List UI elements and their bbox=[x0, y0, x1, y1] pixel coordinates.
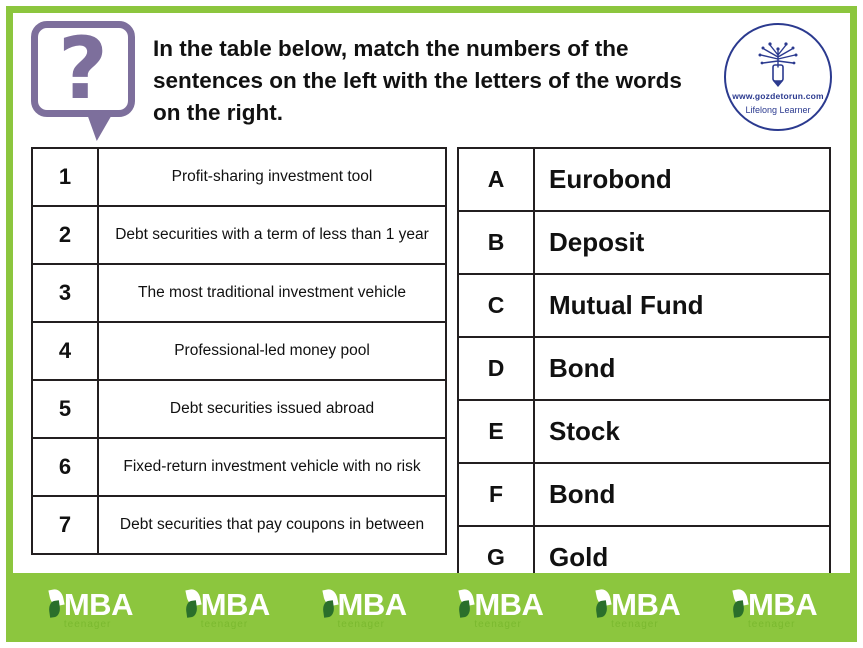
word-letter: E bbox=[458, 400, 534, 463]
word-text: Gold bbox=[534, 526, 830, 589]
table-row bbox=[458, 463, 830, 526]
question-mark-glyph: ? bbox=[58, 19, 108, 119]
header bbox=[13, 13, 850, 141]
word-text: Deposit bbox=[534, 211, 830, 274]
instruction-text: In the table below, match the numbers of the sentences on the left with the letters of the words on the right. bbox=[153, 36, 682, 125]
leaf-icon bbox=[183, 587, 199, 621]
brand-name: MBA bbox=[200, 586, 270, 622]
footer-brand-strip bbox=[13, 573, 850, 635]
leaf-icon bbox=[730, 587, 746, 621]
word-letter: C bbox=[458, 274, 534, 337]
brand-logo bbox=[46, 580, 133, 628]
sentence-text: Fixed-return investment vehicle with no risk bbox=[98, 438, 446, 496]
leaf-icon bbox=[593, 587, 609, 621]
sentence-number: 4 bbox=[32, 322, 98, 380]
fountain-pen-icon bbox=[726, 37, 830, 89]
table-row bbox=[32, 148, 446, 206]
table-row bbox=[32, 496, 446, 554]
brand-name: MBA bbox=[63, 586, 133, 622]
brand-name: MBA bbox=[337, 586, 407, 622]
brand-subtitle: teenager bbox=[337, 619, 385, 630]
table-row bbox=[32, 322, 446, 380]
word-letter: D bbox=[458, 337, 534, 400]
page-frame bbox=[6, 6, 857, 642]
brand-logo bbox=[593, 580, 680, 628]
sentence-number: 6 bbox=[32, 438, 98, 496]
sentence-text: Debt securities that pay coupons in between bbox=[98, 496, 446, 554]
leaf-icon bbox=[320, 587, 336, 621]
table-row bbox=[458, 148, 830, 211]
brand-subtitle: teenager bbox=[63, 619, 112, 630]
word-letter: G bbox=[458, 526, 534, 589]
logo-url: www.gozdetorun.com bbox=[732, 91, 824, 101]
logo-tagline: Lifelong Learner bbox=[745, 105, 811, 115]
question-mark-icon bbox=[31, 21, 143, 139]
sentence-text: Profit-sharing investment tool bbox=[98, 148, 446, 206]
word-text: Mutual Fund bbox=[534, 274, 830, 337]
brand-subtitle: teenager bbox=[611, 619, 659, 630]
brand-subtitle: teenager bbox=[200, 619, 249, 630]
brand-logo bbox=[183, 580, 270, 628]
table-row bbox=[458, 274, 830, 337]
sentences-table bbox=[31, 147, 447, 555]
word-text: Stock bbox=[534, 400, 830, 463]
word-text: Eurobond bbox=[534, 148, 830, 211]
table-row bbox=[458, 337, 830, 400]
word-text: Bond bbox=[534, 463, 830, 526]
sentence-text: The most traditional investment vehicle bbox=[98, 264, 446, 322]
table-row bbox=[32, 264, 446, 322]
brand-name: MBA bbox=[474, 586, 544, 622]
brand-subtitle: teenager bbox=[748, 619, 796, 630]
sentence-number: 2 bbox=[32, 206, 98, 264]
matching-tables bbox=[13, 141, 850, 581]
brand-logo bbox=[730, 580, 817, 628]
table-row bbox=[458, 400, 830, 463]
sentence-text: Debt securities issued abroad bbox=[98, 380, 446, 438]
word-letter: B bbox=[458, 211, 534, 274]
leaf-icon bbox=[456, 587, 472, 621]
sentence-number: 7 bbox=[32, 496, 98, 554]
word-letter: A bbox=[458, 148, 534, 211]
sentence-number: 5 bbox=[32, 380, 98, 438]
sentence-number: 3 bbox=[32, 264, 98, 322]
brand-name: MBA bbox=[611, 586, 681, 622]
sentence-number: 1 bbox=[32, 148, 98, 206]
leaf-icon bbox=[46, 587, 62, 621]
table-row bbox=[32, 206, 446, 264]
table-row bbox=[32, 438, 446, 496]
word-letter: F bbox=[458, 463, 534, 526]
table-row bbox=[458, 211, 830, 274]
table-row bbox=[32, 380, 446, 438]
brand-subtitle: teenager bbox=[474, 619, 522, 630]
site-logo bbox=[724, 23, 832, 131]
sentence-text: Professional-led money pool bbox=[98, 322, 446, 380]
brand-name: MBA bbox=[748, 586, 818, 622]
words-table bbox=[457, 147, 831, 590]
word-text: Bond bbox=[534, 337, 830, 400]
brand-logo bbox=[456, 580, 543, 628]
brand-logo bbox=[320, 580, 407, 628]
sentence-text: Debt securities with a term of less than 1 year bbox=[98, 206, 446, 264]
